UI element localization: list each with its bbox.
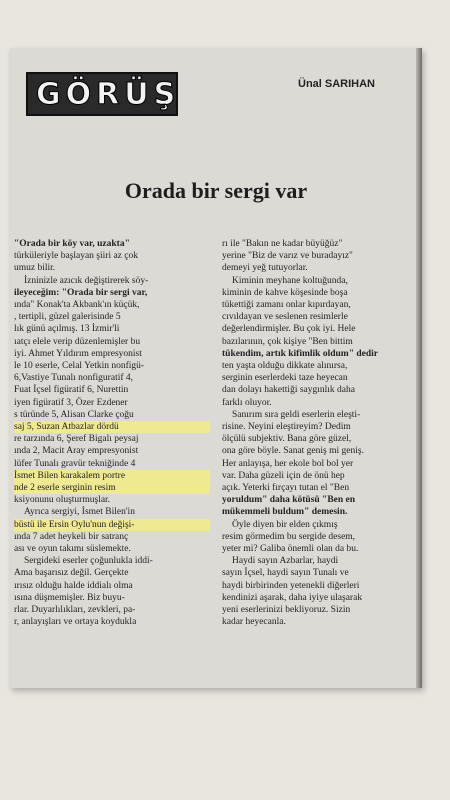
article-text-line: lüfer Tunalı gravür tekniğinde 4 xyxy=(14,458,136,469)
article-text-line: ölçülü subjektiv. Bana göre güzel, xyxy=(222,434,352,445)
article-text-line: ten yaşta olduğu dikkate alınırsa, xyxy=(222,361,348,372)
article-text-line: ona göre böyle. Sanat geniş mi geniş. xyxy=(222,446,364,457)
article-text-line: serginin eserlerdeki taze heyecan xyxy=(222,373,348,384)
article-text-line: ında 7 adet heykeli bir satranç xyxy=(14,531,129,542)
section-logo-text: GÖRÜŞ xyxy=(36,77,181,112)
article-text-line: "Orada bir köy var, uzakta" xyxy=(14,239,130,249)
article-text-line: rı ile "Bakın ne kadar büyüğüz" xyxy=(222,239,343,249)
article-text-line: yoruldum" daha kötüsü "Ben en xyxy=(222,495,356,506)
article-text-line: mükemmeli buldum" demesin. xyxy=(222,507,348,518)
article-text-line: re tarzında 6, Şeref Bigalı peysaj xyxy=(14,434,139,445)
article-text-line: demeyi yeğ tutuyorlar. xyxy=(222,263,308,274)
article-text-line: s türünde 5, Alisan Clarke çoğu xyxy=(14,409,134,420)
article-text-line: Kiminin meyhane koltuğunda, xyxy=(232,275,348,286)
article-text-line: le 10 eserle, Celal Yetkin nonfigü- xyxy=(14,361,145,372)
article-text-line: tükendim, artık kifimlik oldum" dedir xyxy=(222,348,378,359)
article-text-line: haydi birbirinden yetenekli diğerleri xyxy=(222,580,360,591)
article-text-line: yeter mi? Galiba önemli olan da bu. xyxy=(222,544,359,555)
article-text-line: ası ve oyun takımı süslemekte. xyxy=(14,544,131,555)
article-text-line: kiminin de kahve köşesinde boşa xyxy=(222,287,348,298)
article-text-line: ında" Konak'ta Akbank'ın küçük, xyxy=(14,300,140,311)
article-text-line: yerine "Biz de varız ve buradayız" xyxy=(222,251,353,262)
article-text-line: Sergideki eserler çoğunlukla iddi- xyxy=(24,556,153,567)
article-text-line: tükettiği zamanı onlar kıpırdayan, xyxy=(222,300,351,311)
article-headline: Orada bir sergi var xyxy=(124,178,308,203)
article-text-line: Her anlayışa, her ekole bol bol yer xyxy=(222,458,354,469)
article-text-line: yeni eserlerinizi bekliyoruz. Sizin xyxy=(222,605,351,616)
article-text-line: Öyle diyen bir elden çıkmış xyxy=(232,519,338,530)
article-text-line: saj 5, Suzan Atbazlar dördü xyxy=(14,421,210,433)
section-logo xyxy=(26,72,181,116)
article-text-line: ısına düşmemişler. Biz buyu- xyxy=(14,592,125,603)
article-text-line: değerlendirmişler. Bu çok iyi. Hele xyxy=(222,324,356,335)
article-text-line: cıvıldayan ve seslenen resimlerle xyxy=(222,312,348,323)
article-text-line: İzninizle azıcık değiştirerek söy- xyxy=(24,275,149,286)
article-text-line: türküleriyle başlayan şiiri az çok xyxy=(14,251,138,262)
article-text-line: resim görmedim bu sergide desem, xyxy=(222,531,356,542)
article-column-left xyxy=(14,238,210,629)
article-text-line: kadar heyecanla. xyxy=(222,617,286,628)
article-text-line: 6,Vastiye Tunalı nonfiguratif 4, xyxy=(14,373,134,384)
article-text-line: kendinizi aşarak, daha iyiye ulaşarak xyxy=(222,592,363,603)
article-text-line: dan dolayı hakettiği saygınlık daha xyxy=(222,385,355,396)
article-text-line: risine. Neyini eleştireyim? Dedim xyxy=(222,422,351,433)
article-text-line: İsmet Bilen karakalem portre xyxy=(14,470,210,482)
article-text-line: Sanırım sıra geldi eserlerin eleşti- xyxy=(232,409,361,420)
article-text-line: iyi. Ahmet Yıldırım empresyonist xyxy=(14,348,142,359)
article-text-line: ileyeceğim: "Orada bir sergi var, xyxy=(14,287,148,298)
article-text-line: büstü ile Ersin Oylu'nun değişi- xyxy=(14,519,210,531)
article-text-line: bazılarının, çok kişiye "Ben bittim xyxy=(222,336,353,347)
article-text-line: Ayrıca sergiyi, İsmet Bilen'in xyxy=(24,507,135,518)
article-text-line: Haydi sayın Azbarlar, haydi xyxy=(232,556,339,567)
article-column-right xyxy=(222,238,416,629)
author-byline: Ünal SARIHAN xyxy=(298,78,376,90)
article-text-line: ında 2, Macit Aray empresyonist xyxy=(14,446,139,457)
article-text-line: nde 2 eserle serginin resim xyxy=(14,482,210,494)
article-text-line: Fuat İçsel figüratif 6, Nurettin xyxy=(14,385,129,396)
article-text-line: Ama başarısız değil. Gerçekte xyxy=(14,568,129,579)
article-text-line: farklı oluyor. xyxy=(222,397,272,408)
article-text-line: ıatçı elele verip düzenlemişler bu xyxy=(14,336,141,347)
article-text-line: ırısız olduğu halde iddialı olma xyxy=(14,580,133,591)
article-text-line: ksiyonunu oluşturmuşlar. xyxy=(14,495,111,506)
article-text-line: rlar. Duyarlılıkları, zevkleri, pa- xyxy=(14,605,136,616)
clipping-shadow-edge xyxy=(416,48,422,688)
article-text-line: r, anlayışları ve ortaya koydukla xyxy=(14,617,137,628)
newspaper-clipping xyxy=(10,48,422,688)
article-text-line: var. Daha güzeli için de önü hep xyxy=(222,470,345,481)
article-text-line: lık günü açılmış. 13 İzmir'li xyxy=(14,324,120,335)
article-text-line: , tertipli, güzel galerisinde 5 xyxy=(14,312,121,323)
article-text-line: açık. Yeterki fırçayı tutan el "Ben xyxy=(222,483,350,494)
article-text-line: umuz bilir. xyxy=(14,263,56,274)
article-text-line: iyen figüratif 3, Özer Ezdener xyxy=(14,397,128,408)
article-text-line: sayın İçsel, haydi sayın Tunalı ve xyxy=(222,568,349,579)
